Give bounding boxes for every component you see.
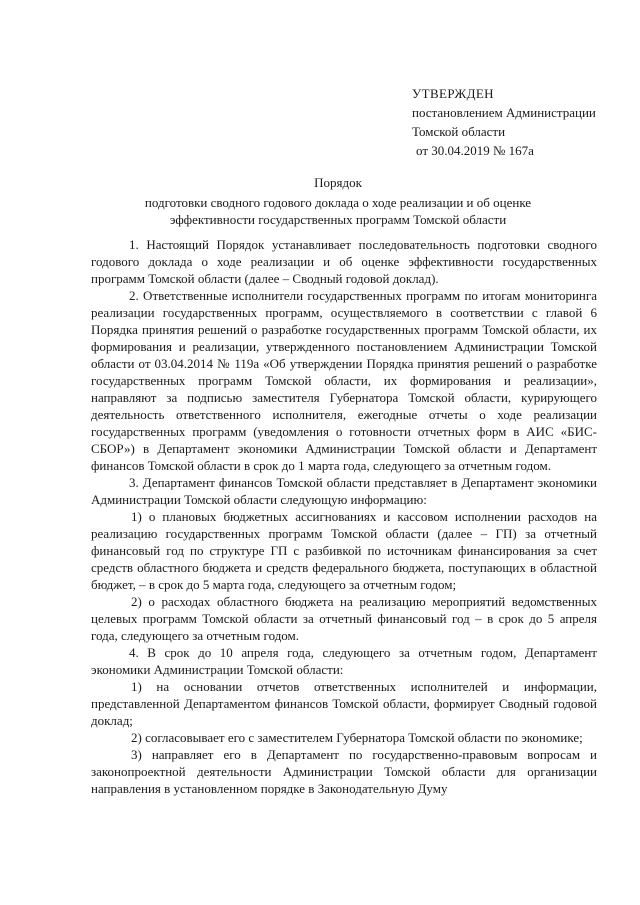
- paragraph-4-item-1: 1) на основании отчетов ответственных исполнителей и информации, представленной Департаментом финансов Томской области, формирует Сводный годовой доклад;: [91, 679, 597, 728]
- paragraph-4-item-3: 3) направляет его в Департамент по государственно-правовым вопросам и законопроектной деятельности Администрации Томской области для организации направления в установленном порядке в Законодательную Думу: [91, 747, 597, 796]
- title-main: Порядок: [314, 175, 362, 190]
- document-title: [80, 174, 596, 228]
- approval-date: от 30.04.2019 № 167а: [416, 143, 534, 158]
- approval-stamp: [412, 84, 622, 160]
- paragraph-1: 1. Настоящий Порядок устанавливает последовательность подготовки сводного годового доклада о ходе реализации и об оценке эффективности государственных программ Томской области (далее – Сводный годовой доклад).: [91, 237, 597, 286]
- document-body: [91, 236, 597, 797]
- approval-line-2: Томской области: [412, 124, 506, 139]
- title-subtitle-line-2: эффективности государственных программ Томской области: [169, 212, 507, 227]
- title-subtitle-line-1: подготовки сводного годового доклада о ходе реализации и об оценке: [144, 195, 532, 210]
- paragraph-3-item-1: 1) о плановых бюджетных ассигнованиях и кассовом исполнении расходов на реализацию государственных программ Томской области (далее – ГП) за отчетный финансовый год по структуре ГП с разбивкой по источникам финансирования за счет средств областного бюджета и средств федерального бюджета, поступающих в областной бюджет, – в срок до 5 марта года, следующего за отчетным годом;: [91, 509, 597, 592]
- paragraph-4: 4. В срок до 10 апреля года, следующего за отчетным годом, Департамент экономики Администрации Томской области:: [91, 645, 597, 677]
- paragraph-3: 3. Департамент финансов Томской области представляет в Департамент экономики Администрации Томской области следующую информацию:: [91, 475, 597, 507]
- title-subtitle: [80, 194, 596, 228]
- paragraph-4-item-2: 2) согласовывает его с заместителем Губернатора Томской области по экономике;: [131, 730, 583, 745]
- approval-line-1: постановлением Администрации: [412, 105, 596, 120]
- approval-heading: УТВЕРЖДЕН: [412, 86, 494, 101]
- paragraph-2: 2. Ответственные исполнители государственных программ по итогам мониторинга реализации государственных программ, осуществляемого в соответствии с главой 6 Порядка принятия решений о разработке государственных программ Томской области, их формирования и реализации, утвержденного постановлением Администрации Томской области от 03.04.2014 № 119а «Об утверждении Порядка принятия решений о разработке государственных программ Томской области, их формирования и реализации», направляют за подписью заместителя Губернатора Томской области, курирующего деятельность ответственного исполнителя, ежегодные отчеты о ходе реализации государственных программ (уведомления о готовности отчетных форм в АИС «БИС-СБОР») в Департамент экономики Администрации Томской области и Департамент финансов Томской области в срок до 1 марта года, следующего за отчетным годом.: [91, 288, 597, 473]
- paragraph-3-item-2: 2) о расходах областного бюджета на реализацию мероприятий ведомственных целевых программ Томской области за отчетный финансовый год – в срок до 5 апреля года, следующего за отчетным годом.: [91, 594, 597, 643]
